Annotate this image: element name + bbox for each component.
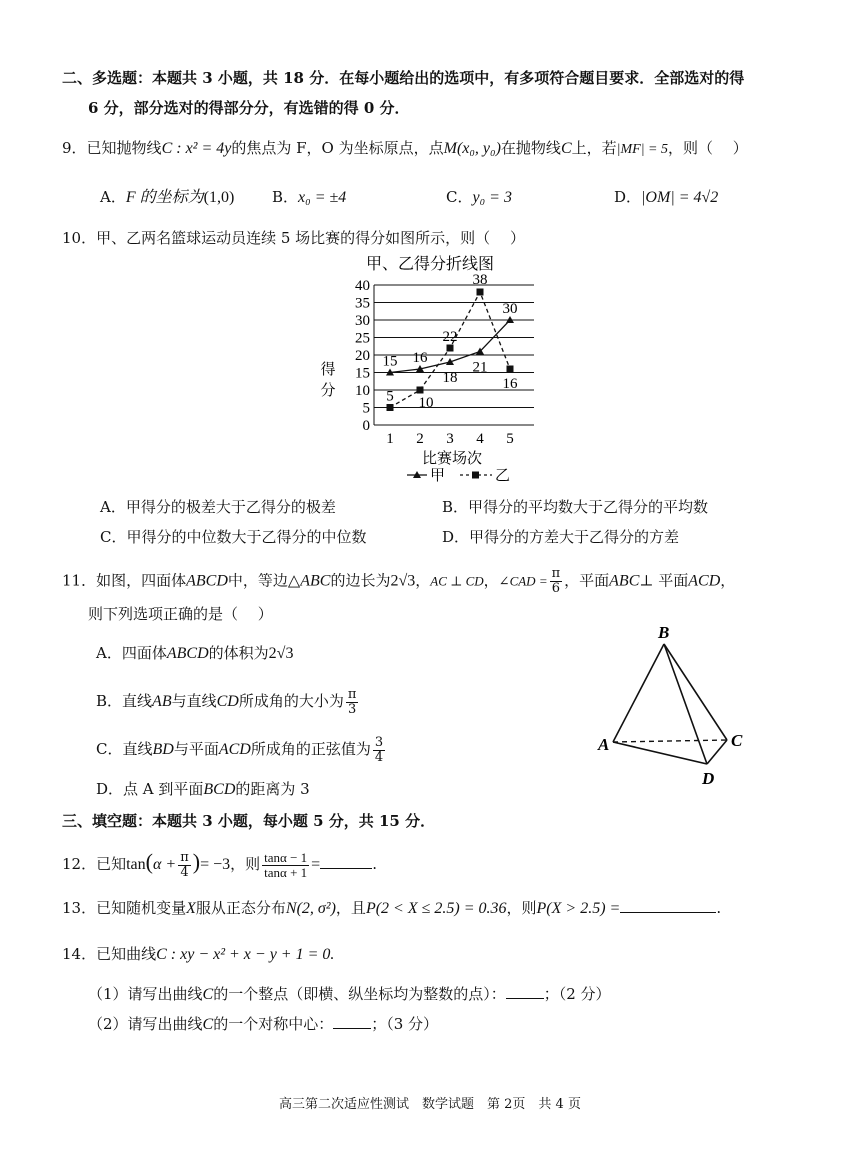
q10-option-c: C．甲得分的中位数大于乙得分的中位数	[100, 528, 367, 546]
page-footer: 高三第二次适应性测试 数学试题 第 2页 共 4 页	[279, 1097, 581, 1112]
x-tick-label-3: 3	[446, 431, 454, 447]
question-12: 12．已知tan(α + $\frac{\pi}{4}$ )= −3，则 $\frac{\tan\alpha - 1}{\tan\alpha + 1}$ = .	[62, 849, 377, 880]
question-13: 13．已知随机变量X服从正态分布N(2, σ²)，且P(2 < X ≤ 2.5) = 0.36，则P(X > 2.5) = .	[62, 899, 722, 917]
y-tick-label-10: 10	[355, 383, 370, 399]
question-14-part-2: （2）请写出曲线C的一个对称中心： ；（3 分）	[88, 1015, 439, 1033]
data-label-yi-2: 10	[418, 395, 434, 411]
edge-ac-hidden	[613, 740, 727, 742]
q11-option-b: B．直线AB与直线CD所成角的大小为 $\frac{\pi}{3}$	[96, 686, 357, 717]
fraction-pi-over-6: $\frac{\pi}{6}$	[551, 566, 561, 596]
chart-y-ticks	[355, 278, 370, 434]
question-9: 9．已知抛物线C : x² = 4y的焦点为 F，O 为坐标原点，点M(x₀, y₀)在抛物线C上，若|MF| = 5，则（ ）	[62, 139, 748, 157]
data-label-jia-3: 18	[442, 370, 458, 386]
chart-ylabel-1: 得	[320, 360, 336, 378]
y-tick-label-5: 5	[362, 400, 370, 417]
q10-option-d: D．甲得分的方差大于乙得分的方差	[442, 528, 680, 546]
y-tick-label-0: 0	[362, 418, 370, 434]
edge-ad	[613, 742, 707, 764]
data-label-yi-1: 5	[386, 388, 394, 405]
marker-yi-1	[387, 404, 394, 411]
question-10: 10．甲、乙两名篮球运动员连续 5 场比赛的得分如图所示，则（ ）	[62, 229, 525, 247]
y-tick-label-15: 15	[355, 365, 370, 382]
edge-dc	[707, 740, 727, 764]
section-2-heading-cont: 6 分，部分选对的得部分分，有选错的得 0 分．	[88, 99, 410, 117]
question-14: 14．已知曲线C : xy − x² + x − y + 1 = 0.	[62, 945, 335, 963]
q9-option-a: A．F 的坐标为(1,0)	[100, 188, 235, 206]
vertex-a-label: A	[598, 735, 610, 754]
y-tick-label-30: 30	[355, 313, 370, 329]
vertex-d-label: D	[702, 769, 715, 788]
data-label-yi-4: 38	[472, 272, 488, 288]
tetrahedron-figure	[594, 622, 764, 790]
legend-label-jia: 甲	[430, 466, 446, 484]
legend-label-yi: 乙	[495, 466, 511, 484]
marker-yi-5	[507, 366, 514, 373]
vertex-c-label: C	[731, 731, 743, 750]
fraction-tan-expression: $\frac{\tan\alpha - 1}{\tan\alpha + 1}$	[264, 849, 308, 880]
vertex-b-label: B	[658, 623, 670, 642]
edge-ba	[613, 644, 664, 742]
fraction-pi-over-3: $\frac{\pi}{3}$	[347, 686, 357, 717]
fraction-three-quarters: $\frac{3}{4}$	[374, 734, 384, 765]
marker-yi-4	[477, 289, 484, 296]
y-tick-label-25: 25	[355, 330, 370, 347]
x-tick-label-1: 1	[386, 431, 394, 447]
q11-option-d: D．点 A 到平面BCD的距离为 3	[96, 780, 310, 798]
marker-yi-3	[447, 345, 454, 352]
chart-title: 甲、乙得分折线图	[365, 254, 495, 273]
score-line-chart	[312, 252, 552, 492]
edge-bc	[664, 644, 727, 740]
q9-option-b: B．x₀ = ±4	[272, 188, 347, 206]
marker-yi-2	[417, 387, 424, 394]
y-tick-label-20: 20	[355, 348, 370, 364]
x-tick-label-2: 2	[416, 431, 424, 447]
section-2-heading: 二、多选题：本题共 3 小题，共 18 分．在每小题给出的选项中，有多项符合题目要求．全部选对的得	[62, 69, 745, 87]
chart-xlabel: 比赛场次	[421, 449, 483, 467]
data-label-jia-5: 30	[502, 301, 518, 317]
section-3-heading: 三、填空题：本题共 3 小题，每小题 5 分，共 15 分．	[62, 812, 436, 830]
q13-answer-blank[interactable]	[620, 898, 716, 913]
q9-option-d: D．|OM| = 4√2	[614, 188, 719, 206]
data-label-jia-2: 16	[412, 350, 428, 366]
edge-bd	[664, 644, 707, 764]
question-14-part-1: （1）请写出曲线C的一个整点（即横、纵坐标均为整数的点）： ；（2 分）	[88, 985, 611, 1003]
q14-part1-answer-blank[interactable]	[506, 984, 544, 999]
fraction-pi-over-4: $\frac{\pi}{4}$	[180, 849, 189, 880]
q11-option-a: A．四面体ABCD的体积为2√3	[96, 644, 294, 662]
data-label-yi-5: 16	[502, 376, 518, 392]
q10-option-b: B．甲得分的平均数大于乙得分的平均数	[442, 498, 709, 516]
paren-close: )	[192, 849, 201, 874]
data-label-jia-1: 15	[382, 353, 398, 370]
q14-part2-answer-blank[interactable]	[333, 1014, 371, 1029]
x-tick-label-4: 4	[476, 431, 484, 447]
q11-option-c: C．直线BD与平面ACD所成角的正弦值为 $\frac{3}{4}$	[96, 734, 384, 765]
legend-marker-yi	[472, 472, 479, 479]
question-11-line-2: 则下列选项正确的是（ ）	[88, 605, 273, 623]
paren-open: (	[145, 849, 153, 874]
question-11: 11．如图，四面体ABCD中，等边△ABC的边长为2√3，AC ⊥ CD，∠CAD = $\frac{\pi}{6}$ ，平面ABC⊥ 平面ACD，	[62, 566, 736, 596]
x-tick-label-5: 5	[506, 431, 514, 447]
chart-ylabel-2: 分	[320, 381, 336, 399]
q10-option-a: A．甲得分的极差大于乙得分的极差	[100, 498, 336, 516]
q12-answer-blank[interactable]	[320, 854, 372, 869]
chart-x-ticks	[386, 431, 514, 447]
data-label-jia-4: 21	[472, 359, 488, 376]
q9-option-c: C．y₀ = 3	[446, 188, 512, 206]
y-tick-label-35: 35	[355, 295, 370, 312]
data-label-yi-3: 22	[442, 329, 458, 345]
chart-legend	[407, 466, 510, 484]
y-tick-label-40: 40	[355, 278, 370, 294]
